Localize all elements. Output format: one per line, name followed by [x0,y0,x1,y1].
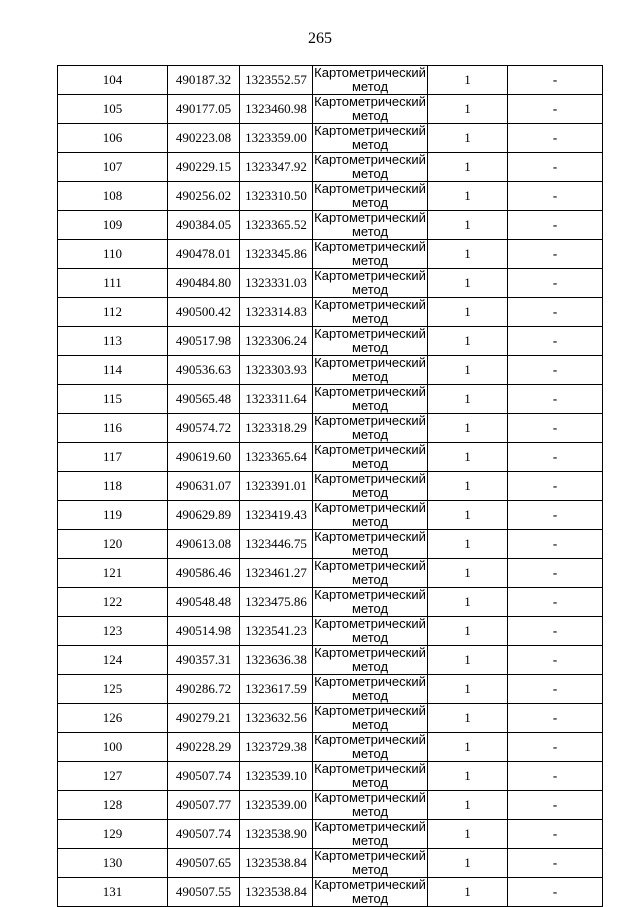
extra-cell: - [508,153,603,182]
y-coordinate-cell: 1323538.90 [240,820,313,849]
point-number-cell: 107 [58,153,168,182]
accuracy-cell: 1 [428,211,508,240]
method-line-1: Картометрический [314,674,426,689]
method-line-1: Картометрический [314,703,426,718]
extra-cell: - [508,298,603,327]
table-row [58,791,603,820]
point-number-cell: 111 [58,269,168,298]
point-number-cell: 109 [58,211,168,240]
method-line-1: Картометрический [314,210,426,225]
table-body [58,66,603,907]
extra-cell: - [508,878,603,907]
y-coordinate-cell: 1323636.38 [240,646,313,675]
method-cell [313,356,428,385]
method-cell [313,849,428,878]
method-cell [313,762,428,791]
method-line-2: метод [351,543,389,558]
method-line-2: метод [351,311,389,326]
point-number-cell: 125 [58,675,168,704]
table-row [58,66,603,95]
point-number-cell: 124 [58,646,168,675]
table-row [58,501,603,530]
table-row [58,559,603,588]
x-coordinate-cell: 490279.21 [168,704,240,733]
extra-cell: - [508,472,603,501]
y-coordinate-cell: 1323311.64 [240,385,313,414]
table-row [58,211,603,240]
method-cell [313,878,428,907]
table-row [58,675,603,704]
method-line-2: метод [351,833,389,848]
extra-cell: - [508,849,603,878]
method-cell [313,617,428,646]
point-number-cell: 117 [58,443,168,472]
accuracy-cell: 1 [428,356,508,385]
x-coordinate-cell: 490507.74 [168,820,240,849]
method-cell [313,269,428,298]
method-cell [313,675,428,704]
method-cell [313,124,428,153]
table-row [58,704,603,733]
point-number-cell: 118 [58,472,168,501]
method-line-1: Картометрический [314,848,426,863]
y-coordinate-cell: 1323318.29 [240,414,313,443]
point-number-cell: 108 [58,182,168,211]
method-line-1: Картометрический [314,413,426,428]
y-coordinate-cell: 1323419.43 [240,501,313,530]
table-row [58,878,603,907]
point-number-cell: 105 [58,95,168,124]
extra-cell: - [508,762,603,791]
method-cell [313,385,428,414]
accuracy-cell: 1 [428,878,508,907]
extra-cell: - [508,327,603,356]
table-row [58,298,603,327]
method-line-1: Картометрический [314,529,426,544]
x-coordinate-cell: 490177.05 [168,95,240,124]
y-coordinate-cell: 1323345.86 [240,240,313,269]
extra-cell: - [508,559,603,588]
point-number-cell: 119 [58,501,168,530]
y-coordinate-cell: 1323446.75 [240,530,313,559]
point-number-cell: 122 [58,588,168,617]
table-row [58,530,603,559]
method-line-2: метод [351,108,389,123]
extra-cell: - [508,182,603,211]
y-coordinate-cell: 1323347.92 [240,153,313,182]
x-coordinate-cell: 490507.77 [168,791,240,820]
point-number-cell: 130 [58,849,168,878]
y-coordinate-cell: 1323541.23 [240,617,313,646]
x-coordinate-cell: 490484.80 [168,269,240,298]
method-line-1: Картометрический [314,65,426,80]
y-coordinate-cell: 1323365.52 [240,211,313,240]
accuracy-cell: 1 [428,240,508,269]
y-coordinate-cell: 1323460.98 [240,95,313,124]
method-line-1: Картометрический [314,558,426,573]
point-number-cell: 104 [58,66,168,95]
x-coordinate-cell: 490286.72 [168,675,240,704]
method-line-1: Картометрический [314,326,426,341]
method-line-1: Картометрический [314,442,426,457]
y-coordinate-cell: 1323310.50 [240,182,313,211]
method-line-1: Картометрический [314,645,426,660]
extra-cell: - [508,211,603,240]
y-coordinate-cell: 1323331.03 [240,269,313,298]
extra-cell: - [508,588,603,617]
extra-cell: - [508,66,603,95]
method-line-2: метод [351,514,389,529]
point-number-cell: 121 [58,559,168,588]
point-number-cell: 116 [58,414,168,443]
method-line-2: метод [351,427,389,442]
table-row [58,443,603,472]
method-line-1: Картометрический [314,181,426,196]
method-line-2: метод [351,224,389,239]
y-coordinate-cell: 1323539.10 [240,762,313,791]
method-line-1: Картометрический [314,761,426,776]
method-cell [313,211,428,240]
accuracy-cell: 1 [428,675,508,704]
method-line-2: метод [351,891,389,906]
y-coordinate-cell: 1323475.86 [240,588,313,617]
table-row [58,733,603,762]
method-line-1: Картометрический [314,819,426,834]
method-cell [313,530,428,559]
accuracy-cell: 1 [428,298,508,327]
method-cell [313,646,428,675]
method-line-1: Картометрический [314,790,426,805]
point-number-cell: 106 [58,124,168,153]
x-coordinate-cell: 490384.05 [168,211,240,240]
point-number-cell: 128 [58,791,168,820]
accuracy-cell: 1 [428,849,508,878]
accuracy-cell: 1 [428,820,508,849]
x-coordinate-cell: 490574.72 [168,414,240,443]
method-line-1: Картометрический [314,500,426,515]
method-line-2: метод [351,601,389,616]
page-number: 265 [308,30,332,47]
extra-cell: - [508,414,603,443]
method-line-2: метод [351,717,389,732]
extra-cell: - [508,530,603,559]
method-cell [313,240,428,269]
table-row [58,385,603,414]
method-cell [313,820,428,849]
y-coordinate-cell: 1323461.27 [240,559,313,588]
accuracy-cell: 1 [428,124,508,153]
method-line-2: метод [351,456,389,471]
method-line-2: метод [351,746,389,761]
accuracy-cell: 1 [428,443,508,472]
x-coordinate-cell: 490228.29 [168,733,240,762]
method-line-2: метод [351,862,389,877]
method-cell [313,153,428,182]
x-coordinate-cell: 490500.42 [168,298,240,327]
method-line-1: Картометрический [314,239,426,254]
method-cell [313,704,428,733]
table-row [58,240,603,269]
y-coordinate-cell: 1323539.00 [240,791,313,820]
point-number-cell: 127 [58,762,168,791]
x-coordinate-cell: 490629.89 [168,501,240,530]
table-row [58,182,603,211]
method-line-2: метод [351,485,389,500]
accuracy-cell: 1 [428,559,508,588]
x-coordinate-cell: 490507.74 [168,762,240,791]
y-coordinate-cell: 1323391.01 [240,472,313,501]
extra-cell: - [508,617,603,646]
y-coordinate-cell: 1323303.93 [240,356,313,385]
x-coordinate-cell: 490536.63 [168,356,240,385]
extra-cell: - [508,791,603,820]
method-cell [313,327,428,356]
point-number-cell: 123 [58,617,168,646]
extra-cell: - [508,704,603,733]
method-line-1: Картометрический [314,268,426,283]
method-line-2: метод [351,659,389,674]
method-line-2: метод [351,775,389,790]
method-cell [313,588,428,617]
accuracy-cell: 1 [428,66,508,95]
x-coordinate-cell: 490586.46 [168,559,240,588]
method-line-1: Картометрический [314,355,426,370]
accuracy-cell: 1 [428,95,508,124]
table-row [58,646,603,675]
table-row [58,269,603,298]
accuracy-cell: 1 [428,269,508,298]
x-coordinate-cell: 490357.31 [168,646,240,675]
accuracy-cell: 1 [428,588,508,617]
method-line-2: метод [351,630,389,645]
extra-cell: - [508,820,603,849]
y-coordinate-cell: 1323538.84 [240,849,313,878]
accuracy-cell: 1 [428,733,508,762]
table-row [58,617,603,646]
x-coordinate-cell: 490548.48 [168,588,240,617]
extra-cell: - [508,240,603,269]
table-row [58,414,603,443]
point-number-cell: 126 [58,704,168,733]
method-line-1: Картометрический [314,732,426,747]
y-coordinate-cell: 1323538.84 [240,878,313,907]
x-coordinate-cell: 490507.65 [168,849,240,878]
table-row [58,762,603,791]
method-line-2: метод [351,804,389,819]
method-cell [313,733,428,762]
method-line-2: метод [351,253,389,268]
x-coordinate-cell: 490613.08 [168,530,240,559]
point-number-cell: 131 [58,878,168,907]
accuracy-cell: 1 [428,472,508,501]
extra-cell: - [508,675,603,704]
y-coordinate-cell: 1323729.38 [240,733,313,762]
y-coordinate-cell: 1323365.64 [240,443,313,472]
method-line-2: метод [351,79,389,94]
point-number-cell: 100 [58,733,168,762]
x-coordinate-cell: 490514.98 [168,617,240,646]
method-line-1: Картометрический [314,152,426,167]
method-line-2: метод [351,340,389,355]
table-row [58,327,603,356]
method-cell [313,66,428,95]
accuracy-cell: 1 [428,617,508,646]
method-line-2: метод [351,137,389,152]
method-cell [313,182,428,211]
table-row [58,820,603,849]
x-coordinate-cell: 490619.60 [168,443,240,472]
x-coordinate-cell: 490517.98 [168,327,240,356]
method-line-1: Картометрический [314,587,426,602]
extra-cell: - [508,95,603,124]
table-row [58,849,603,878]
accuracy-cell: 1 [428,704,508,733]
table-row [58,95,603,124]
table-row [58,124,603,153]
extra-cell: - [508,646,603,675]
method-cell [313,298,428,327]
accuracy-cell: 1 [428,414,508,443]
x-coordinate-cell: 490256.02 [168,182,240,211]
point-number-cell: 114 [58,356,168,385]
x-coordinate-cell: 490565.48 [168,385,240,414]
table-row [58,153,603,182]
method-cell [313,95,428,124]
point-number-cell: 120 [58,530,168,559]
method-cell [313,414,428,443]
accuracy-cell: 1 [428,501,508,530]
x-coordinate-cell: 490631.07 [168,472,240,501]
accuracy-cell: 1 [428,646,508,675]
y-coordinate-cell: 1323632.56 [240,704,313,733]
accuracy-cell: 1 [428,153,508,182]
table-row [58,356,603,385]
x-coordinate-cell: 490507.55 [168,878,240,907]
method-line-2: метод [351,688,389,703]
method-line-1: Картометрический [314,297,426,312]
accuracy-cell: 1 [428,182,508,211]
method-line-1: Картометрический [314,384,426,399]
y-coordinate-cell: 1323617.59 [240,675,313,704]
method-line-1: Картометрический [314,616,426,631]
table-row [58,472,603,501]
y-coordinate-cell: 1323314.83 [240,298,313,327]
method-cell [313,791,428,820]
y-coordinate-cell: 1323359.00 [240,124,313,153]
coordinates-table [57,65,603,907]
accuracy-cell: 1 [428,385,508,414]
accuracy-cell: 1 [428,327,508,356]
point-number-cell: 115 [58,385,168,414]
point-number-cell: 110 [58,240,168,269]
x-coordinate-cell: 490229.15 [168,153,240,182]
method-line-2: метод [351,369,389,384]
point-number-cell: 112 [58,298,168,327]
extra-cell: - [508,385,603,414]
method-line-2: метод [351,282,389,297]
method-line-1: Картометрический [314,94,426,109]
method-line-1: Картометрический [314,471,426,486]
x-coordinate-cell: 490187.32 [168,66,240,95]
method-cell [313,472,428,501]
extra-cell: - [508,356,603,385]
x-coordinate-cell: 490223.08 [168,124,240,153]
method-cell [313,501,428,530]
y-coordinate-cell: 1323552.57 [240,66,313,95]
accuracy-cell: 1 [428,762,508,791]
accuracy-cell: 1 [428,530,508,559]
table-row [58,588,603,617]
extra-cell: - [508,124,603,153]
method-line-2: метод [351,166,389,181]
method-line-2: метод [351,572,389,587]
y-coordinate-cell: 1323306.24 [240,327,313,356]
extra-cell: - [508,501,603,530]
method-line-2: метод [351,398,389,413]
method-line-2: метод [351,195,389,210]
method-line-1: Картометрический [314,123,426,138]
extra-cell: - [508,269,603,298]
point-number-cell: 113 [58,327,168,356]
extra-cell: - [508,733,603,762]
method-cell [313,443,428,472]
method-cell [313,559,428,588]
point-number-cell: 129 [58,820,168,849]
x-coordinate-cell: 490478.01 [168,240,240,269]
accuracy-cell: 1 [428,791,508,820]
method-line-1: Картометрический [314,877,426,892]
extra-cell: - [508,443,603,472]
